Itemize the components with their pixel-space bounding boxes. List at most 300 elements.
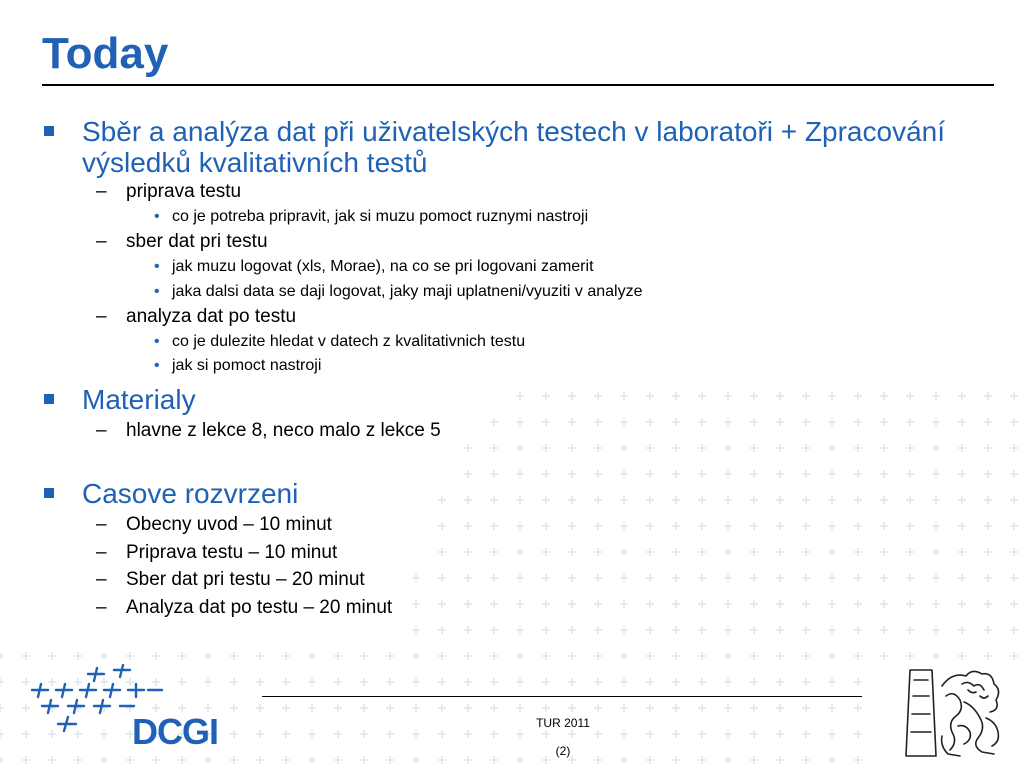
background-plus-mark (854, 652, 862, 660)
background-plus-mark (750, 678, 758, 686)
background-plus-mark (542, 470, 550, 478)
background-plus-mark (594, 652, 602, 660)
background-plus-mark (906, 444, 914, 452)
background-plus-mark (256, 678, 264, 686)
background-plus-mark (958, 652, 966, 660)
background-plus-mark (256, 652, 264, 660)
background-plus-mark (646, 626, 654, 634)
background-plus-mark (74, 652, 82, 660)
background-plus-mark (282, 730, 290, 738)
dot-bullet-icon: • (154, 208, 160, 225)
dot-bullet-icon: • (154, 333, 160, 350)
background-plus-mark (828, 652, 836, 660)
background-plus-mark (698, 652, 706, 660)
background-plus-mark (750, 756, 758, 764)
background-plus-mark (0, 678, 4, 686)
background-plus-mark (594, 574, 602, 582)
background-plus-mark (828, 626, 836, 634)
background-plus-mark (516, 470, 524, 478)
background-plus-mark (672, 600, 680, 608)
background-plus-mark (542, 548, 550, 556)
background-plus-mark (854, 470, 862, 478)
background-plus-mark (516, 444, 524, 452)
background-plus-mark (516, 730, 524, 738)
dash-bullet-icon: – (96, 542, 107, 563)
background-plus-mark (464, 444, 472, 452)
background-plus-mark (594, 522, 602, 530)
dot-bullet-icon: • (154, 357, 160, 374)
background-plus-mark (568, 574, 576, 582)
background-plus-mark (724, 730, 732, 738)
bullet-text: Materialy (82, 384, 196, 415)
background-plus-mark (698, 574, 706, 582)
background-plus-mark (828, 730, 836, 738)
background-plus-mark (542, 730, 550, 738)
background-plus-mark (1010, 652, 1018, 660)
background-plus-mark (1010, 444, 1018, 452)
background-plus-mark (568, 548, 576, 556)
background-plus-mark (880, 626, 888, 634)
background-plus-mark (906, 548, 914, 556)
background-plus-mark (100, 756, 108, 764)
background-plus-mark (724, 470, 732, 478)
background-plus-mark (204, 652, 212, 660)
sub-item-text: Analyza dat po testu – 20 minut (126, 597, 393, 618)
background-plus-mark (880, 548, 888, 556)
background-plus-mark (750, 470, 758, 478)
sub-sub-item-text: co je dulezite hledat v datech z kvalitativnich testu (172, 333, 526, 350)
background-plus-mark (646, 548, 654, 556)
dash-bullet-icon: – (96, 181, 107, 202)
background-plus-mark (568, 600, 576, 608)
background-plus-mark (0, 652, 4, 660)
background-plus-mark (22, 652, 30, 660)
background-plus-mark (438, 574, 446, 582)
background-plus-mark (698, 704, 706, 712)
square-bullet-icon (44, 126, 54, 136)
background-plus-mark (386, 678, 394, 686)
background-plus-mark (776, 704, 784, 712)
background-plus-mark (802, 756, 810, 764)
background-plus-mark (386, 756, 394, 764)
background-plus-mark (230, 678, 238, 686)
background-plus-mark (282, 756, 290, 764)
background-plus-mark (906, 418, 914, 426)
background-plus-mark (932, 418, 940, 426)
background-plus-mark (620, 652, 628, 660)
background-plus-mark (724, 522, 732, 530)
background-plus-mark (984, 600, 992, 608)
background-plus-mark (126, 756, 134, 764)
background-plus-mark (438, 522, 446, 530)
background-plus-mark (594, 444, 602, 452)
background-plus-mark (464, 678, 472, 686)
background-plus-mark (516, 522, 524, 530)
bullet-text: Casove rozvrzeni (82, 478, 299, 509)
background-plus-mark (958, 574, 966, 582)
background-plus-mark (568, 704, 576, 712)
background-plus-mark (412, 652, 420, 660)
background-plus-mark (620, 574, 628, 582)
background-plus-mark (490, 522, 498, 530)
background-plus-mark (360, 652, 368, 660)
sub-item-schedule (96, 597, 393, 619)
background-plus-mark (776, 418, 784, 426)
background-plus-mark (568, 418, 576, 426)
background-plus-mark (542, 418, 550, 426)
background-plus-mark (880, 418, 888, 426)
background-plus-mark (464, 548, 472, 556)
background-plus-mark (0, 704, 4, 712)
background-plus-mark (282, 704, 290, 712)
background-plus-mark (776, 522, 784, 530)
sub-item-priprava (96, 181, 242, 203)
background-plus-mark (672, 626, 680, 634)
background-plus-mark (568, 626, 576, 634)
background-plus-mark (490, 730, 498, 738)
background-plus-mark (412, 730, 420, 738)
background-plus-mark (490, 418, 498, 426)
background-plus-mark (854, 756, 862, 764)
background-plus-mark (516, 574, 524, 582)
background-plus-mark (932, 444, 940, 452)
background-plus-mark (906, 600, 914, 608)
background-plus-mark (854, 522, 862, 530)
background-plus-mark (698, 756, 706, 764)
background-plus-mark (802, 626, 810, 634)
background-plus-mark (672, 470, 680, 478)
dash-bullet-icon: – (96, 569, 107, 590)
background-plus-mark (308, 678, 316, 686)
background-plus-mark (386, 652, 394, 660)
background-plus-mark (464, 600, 472, 608)
background-plus-mark (1010, 496, 1018, 504)
background-plus-mark (672, 444, 680, 452)
background-plus-mark (568, 470, 576, 478)
background-plus-mark (386, 730, 394, 738)
background-plus-mark (646, 652, 654, 660)
background-plus-mark (490, 626, 498, 634)
background-plus-mark (594, 678, 602, 686)
background-plus-mark (828, 548, 836, 556)
background-plus-mark (412, 756, 420, 764)
background-plus-mark (802, 522, 810, 530)
background-plus-mark (932, 522, 940, 530)
background-plus-mark (802, 548, 810, 556)
background-plus-mark (776, 600, 784, 608)
sub-sub-item (154, 257, 594, 277)
background-plus-mark (776, 730, 784, 738)
background-plus-mark (698, 730, 706, 738)
background-plus-mark (360, 704, 368, 712)
background-plus-mark (646, 418, 654, 426)
background-plus-mark (490, 470, 498, 478)
bullet-item-materialy (82, 384, 982, 415)
sub-item-text: Obecny uvod – 10 minut (126, 514, 332, 535)
background-plus-mark (308, 756, 316, 764)
background-plus-mark (152, 756, 160, 764)
sub-item-hlavne (96, 420, 441, 442)
background-plus-mark (880, 522, 888, 530)
background-plus-mark (646, 756, 654, 764)
background-plus-mark (568, 730, 576, 738)
background-plus-mark (750, 652, 758, 660)
background-plus-mark (178, 652, 186, 660)
background-plus-mark (880, 574, 888, 582)
background-plus-mark (984, 626, 992, 634)
background-plus-mark (724, 704, 732, 712)
background-plus-mark (594, 418, 602, 426)
background-plus-mark (334, 678, 342, 686)
sub-item-text: Priprava testu – 10 minut (126, 542, 338, 563)
background-plus-mark (802, 704, 810, 712)
background-plus-mark (802, 652, 810, 660)
background-plus-mark (828, 522, 836, 530)
background-plus-mark (74, 756, 82, 764)
bullet-item-casove (82, 478, 982, 509)
dcgi-logo-text: DCGI (132, 711, 218, 752)
background-plus-mark (958, 548, 966, 556)
background-plus-mark (854, 548, 862, 556)
background-plus-mark (802, 574, 810, 582)
background-plus-mark (152, 652, 160, 660)
square-bullet-icon (44, 394, 54, 404)
background-plus-mark (672, 418, 680, 426)
background-plus-mark (984, 652, 992, 660)
background-plus-mark (646, 574, 654, 582)
background-plus-mark (412, 678, 420, 686)
background-plus-mark (334, 704, 342, 712)
background-plus-mark (230, 730, 238, 738)
background-plus-mark (282, 652, 290, 660)
background-plus-mark (568, 444, 576, 452)
background-plus-mark (1010, 418, 1018, 426)
background-plus-mark (906, 626, 914, 634)
background-plus-mark (932, 626, 940, 634)
background-plus-mark (698, 626, 706, 634)
background-plus-mark (880, 470, 888, 478)
sub-sub-item-text: jaka dalsi data se daji logovat, jaky maji uplatneni/vyuziti v analyze (172, 283, 643, 300)
background-plus-mark (854, 678, 862, 686)
background-plus-mark (412, 600, 420, 608)
background-plus-mark (906, 652, 914, 660)
background-plus-mark (932, 548, 940, 556)
background-plus-mark (490, 704, 498, 712)
background-plus-mark (854, 704, 862, 712)
background-plus-mark (516, 704, 524, 712)
background-plus-mark (48, 652, 56, 660)
background-plus-mark (542, 704, 550, 712)
background-plus-mark (594, 548, 602, 556)
background-plus-mark (438, 678, 446, 686)
background-plus-mark (854, 444, 862, 452)
background-plus-mark (672, 678, 680, 686)
background-plus-mark (620, 548, 628, 556)
background-plus-mark (594, 626, 602, 634)
sub-sub-item (154, 207, 589, 227)
background-plus-mark (724, 574, 732, 582)
background-plus-mark (48, 756, 56, 764)
background-plus-mark (750, 522, 758, 530)
background-plus-mark (1010, 600, 1018, 608)
background-plus-mark (750, 548, 758, 556)
background-plus-mark (230, 756, 238, 764)
sub-item-text: analyza dat po testu (126, 306, 297, 327)
background-plus-mark (412, 626, 420, 634)
background-plus-mark (724, 756, 732, 764)
background-plus-mark (542, 574, 550, 582)
background-plus-mark (516, 626, 524, 634)
background-plus-mark (386, 704, 394, 712)
background-plus-mark (516, 418, 524, 426)
background-plus-mark (958, 444, 966, 452)
background-plus-mark (984, 574, 992, 582)
background-plus-mark (698, 444, 706, 452)
background-plus-mark (828, 470, 836, 478)
background-plus-mark (646, 730, 654, 738)
background-plus-mark (932, 574, 940, 582)
background-plus-mark (464, 652, 472, 660)
background-plus-mark (1010, 522, 1018, 530)
background-plus-mark (334, 756, 342, 764)
background-plus-mark (542, 678, 550, 686)
background-plus-mark (750, 418, 758, 426)
background-plus-mark (256, 704, 264, 712)
background-plus-mark (568, 522, 576, 530)
background-plus-mark (828, 678, 836, 686)
background-plus-mark (620, 756, 628, 764)
background-plus-mark (334, 730, 342, 738)
background-plus-mark (724, 444, 732, 452)
background-plus-mark (542, 522, 550, 530)
background-plus-mark (802, 418, 810, 426)
background-plus-mark (776, 678, 784, 686)
background-plus-mark (516, 600, 524, 608)
background-plus-mark (178, 756, 186, 764)
dash-bullet-icon: – (96, 306, 107, 327)
background-plus-mark (542, 652, 550, 660)
background-plus-mark (958, 626, 966, 634)
background-plus-mark (464, 574, 472, 582)
background-plus-mark (750, 704, 758, 712)
background-plus-mark (776, 652, 784, 660)
background-plus-mark (282, 678, 290, 686)
sub-item-schedule (96, 542, 338, 564)
sub-item-text: priprava testu (126, 181, 242, 202)
background-plus-mark (568, 678, 576, 686)
background-plus-mark (854, 418, 862, 426)
background-plus-mark (828, 704, 836, 712)
background-plus-mark (360, 678, 368, 686)
background-plus-mark (672, 652, 680, 660)
background-plus-mark (490, 548, 498, 556)
background-plus-mark (646, 470, 654, 478)
background-plus-mark (438, 730, 446, 738)
background-plus-mark (854, 730, 862, 738)
background-plus-mark (906, 522, 914, 530)
background-plus-mark (464, 704, 472, 712)
background-plus-mark (490, 600, 498, 608)
background-plus-mark (438, 626, 446, 634)
background-plus-mark (698, 600, 706, 608)
background-plus-mark (698, 418, 706, 426)
sub-sub-item-text: jak muzu logovat (xls, Morae), na co se pri logovani zamerit (172, 258, 594, 275)
background-plus-mark (464, 730, 472, 738)
background-plus-mark (646, 600, 654, 608)
sub-sub-item (154, 332, 526, 352)
ctu-lion-logo-icon (902, 666, 1006, 760)
background-plus-mark (672, 574, 680, 582)
background-plus-mark (126, 652, 134, 660)
background-plus-mark (0, 730, 4, 738)
background-plus-mark (178, 678, 186, 686)
dot-bullet-icon: • (154, 258, 160, 275)
background-plus-mark (204, 756, 212, 764)
square-bullet-icon (44, 488, 54, 498)
background-plus-mark (620, 470, 628, 478)
background-plus-mark (620, 418, 628, 426)
background-plus-mark (230, 704, 238, 712)
background-plus-mark (932, 600, 940, 608)
background-plus-mark (906, 574, 914, 582)
background-plus-mark (360, 756, 368, 764)
background-plus-mark (776, 444, 784, 452)
background-plus-mark (672, 756, 680, 764)
background-plus-mark (490, 574, 498, 582)
background-plus-mark (464, 756, 472, 764)
background-plus-mark (308, 704, 316, 712)
background-plus-mark (438, 548, 446, 556)
background-plus-mark (542, 600, 550, 608)
background-plus-mark (672, 548, 680, 556)
background-plus-mark (828, 418, 836, 426)
background-plus-mark (984, 418, 992, 426)
background-plus-mark (828, 444, 836, 452)
background-plus-mark (490, 652, 498, 660)
background-plus-mark (750, 574, 758, 582)
background-plus-mark (490, 678, 498, 686)
background-plus-mark (724, 418, 732, 426)
background-plus-mark (750, 444, 758, 452)
background-plus-mark (646, 678, 654, 686)
background-plus-mark (724, 652, 732, 660)
background-plus-mark (646, 522, 654, 530)
dash-bullet-icon: – (96, 597, 107, 618)
background-plus-mark (698, 522, 706, 530)
dash-bullet-icon: – (96, 514, 107, 535)
background-plus-mark (1010, 392, 1018, 400)
footer-divider (262, 696, 862, 697)
background-plus-mark (724, 600, 732, 608)
background-plus-mark (516, 678, 524, 686)
background-plus-mark (776, 470, 784, 478)
background-plus-mark (1010, 574, 1018, 582)
sub-item-schedule (96, 569, 365, 591)
background-plus-mark (438, 600, 446, 608)
background-plus-mark (438, 652, 446, 660)
background-plus-mark (464, 522, 472, 530)
sub-item-schedule (96, 514, 332, 536)
page-number: (2) (555, 744, 571, 758)
background-plus-mark (984, 548, 992, 556)
background-plus-mark (620, 704, 628, 712)
background-plus-mark (776, 574, 784, 582)
background-plus-mark (490, 756, 498, 764)
background-plus-mark (802, 600, 810, 608)
background-plus-mark (854, 626, 862, 634)
background-plus-mark (698, 548, 706, 556)
background-plus-mark (542, 626, 550, 634)
